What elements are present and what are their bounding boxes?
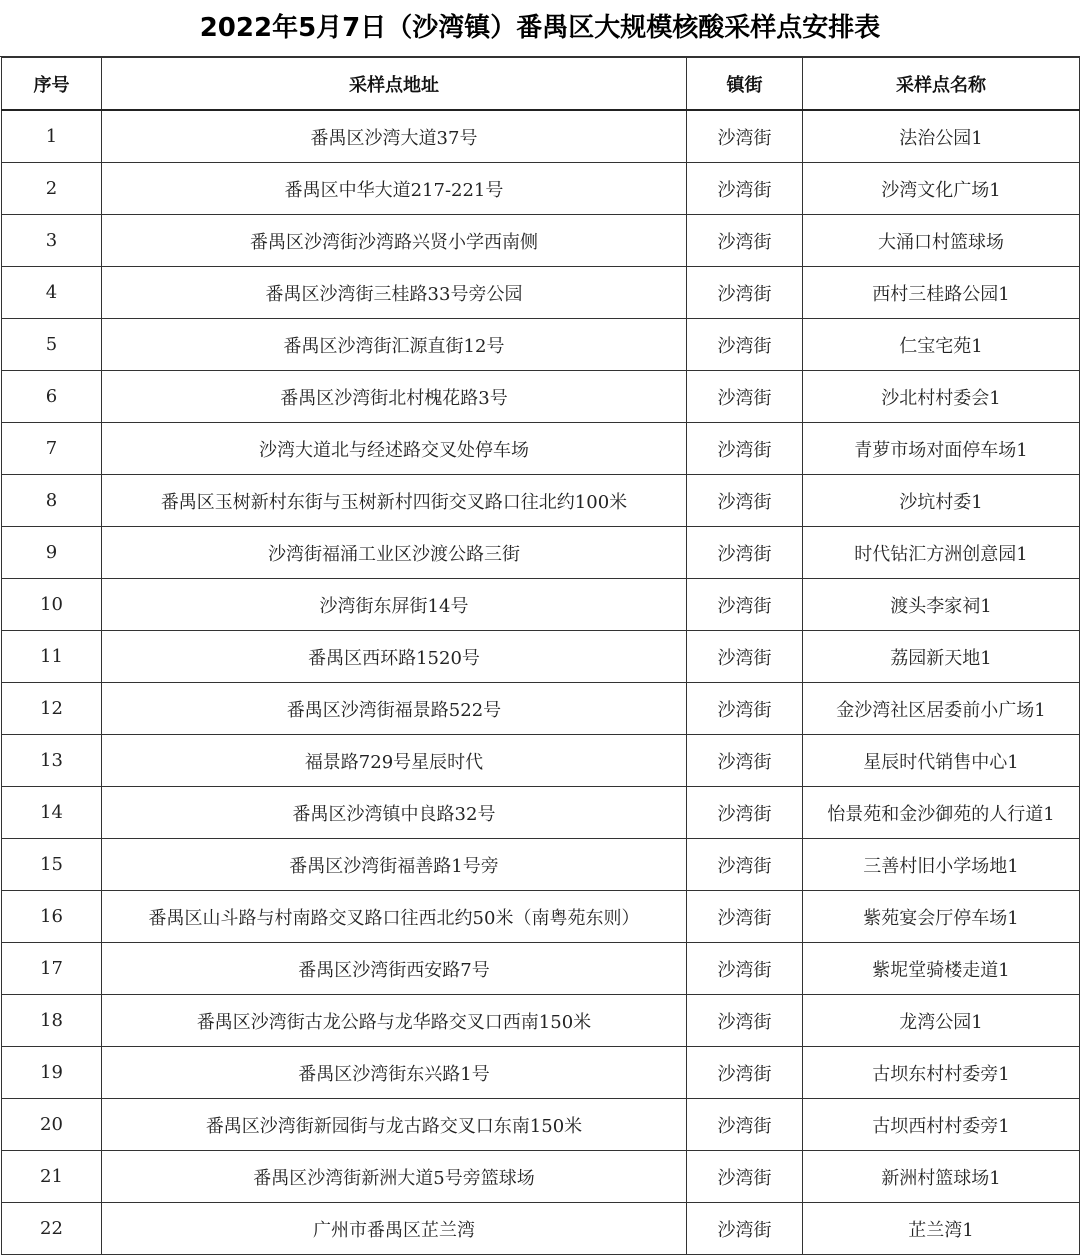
cell-address: 番禺区沙湾街西安路7号 <box>102 943 687 995</box>
cell-address: 番禺区沙湾街福景路522号 <box>102 683 687 735</box>
table-row <box>2 527 1080 579</box>
cell-site-name: 怡景苑和金沙御苑的人行道1 <box>803 787 1080 839</box>
cell-site-name: 沙北村村委会1 <box>803 371 1080 423</box>
sheet-title: 2022年5月7日（沙湾镇）番禺区大规模核酸采样点安排表 <box>0 0 1080 57</box>
cell-address: 广州市番禺区芷兰湾 <box>102 1203 687 1255</box>
cell-site-name: 时代钻汇方洲创意园1 <box>803 527 1080 579</box>
cell-street: 沙湾街 <box>687 1099 803 1151</box>
header-seq: 序号 <box>2 58 102 111</box>
table-row <box>2 683 1080 735</box>
cell-seq: 10 <box>2 579 102 631</box>
cell-street: 沙湾街 <box>687 891 803 943</box>
cell-seq: 12 <box>2 683 102 735</box>
cell-address: 番禺区沙湾街新洲大道5号旁篮球场 <box>102 1151 687 1203</box>
cell-site-name: 大涌口村篮球场 <box>803 215 1080 267</box>
header-address: 采样点地址 <box>102 58 687 111</box>
cell-address: 番禺区沙湾街东兴路1号 <box>102 1047 687 1099</box>
cell-address: 番禺区沙湾街北村槐花路3号 <box>102 371 687 423</box>
cell-seq: 17 <box>2 943 102 995</box>
cell-seq: 1 <box>2 110 102 163</box>
header-row <box>2 58 1080 111</box>
cell-seq: 22 <box>2 1203 102 1255</box>
cell-street: 沙湾街 <box>687 475 803 527</box>
cell-seq: 21 <box>2 1151 102 1203</box>
cell-seq: 6 <box>2 371 102 423</box>
cell-street: 沙湾街 <box>687 319 803 371</box>
cell-street: 沙湾街 <box>687 631 803 683</box>
cell-street: 沙湾街 <box>687 267 803 319</box>
cell-address: 番禺区山斗路与村南路交叉路口往西北约50米（南粤苑东则） <box>102 891 687 943</box>
cell-address: 番禺区沙湾大道37号 <box>102 110 687 163</box>
cell-site-name: 紫坭堂骑楼走道1 <box>803 943 1080 995</box>
cell-street: 沙湾街 <box>687 527 803 579</box>
table-row <box>2 787 1080 839</box>
cell-site-name: 沙湾文化广场1 <box>803 163 1080 215</box>
cell-site-name: 星辰时代销售中心1 <box>803 735 1080 787</box>
cell-seq: 20 <box>2 1099 102 1151</box>
cell-street: 沙湾街 <box>687 735 803 787</box>
table-row <box>2 891 1080 943</box>
cell-site-name: 三善村旧小学场地1 <box>803 839 1080 891</box>
cell-site-name: 西村三桂路公园1 <box>803 267 1080 319</box>
cell-street: 沙湾街 <box>687 1203 803 1255</box>
cell-site-name: 龙湾公园1 <box>803 995 1080 1047</box>
cell-seq: 7 <box>2 423 102 475</box>
table-row <box>2 579 1080 631</box>
cell-street: 沙湾街 <box>687 1047 803 1099</box>
cell-address: 番禺区沙湾街沙湾路兴贤小学西南侧 <box>102 215 687 267</box>
cell-site-name: 芷兰湾1 <box>803 1203 1080 1255</box>
cell-address: 番禺区西环路1520号 <box>102 631 687 683</box>
table-row <box>2 267 1080 319</box>
cell-site-name: 仁宝宅苑1 <box>803 319 1080 371</box>
cell-seq: 8 <box>2 475 102 527</box>
cell-address: 番禺区中华大道217-221号 <box>102 163 687 215</box>
cell-seq: 19 <box>2 1047 102 1099</box>
cell-site-name: 新洲村篮球场1 <box>803 1151 1080 1203</box>
cell-address: 番禺区沙湾镇中良路32号 <box>102 787 687 839</box>
cell-address: 番禺区沙湾街古龙公路与龙华路交叉口西南150米 <box>102 995 687 1047</box>
cell-street: 沙湾街 <box>687 215 803 267</box>
cell-address: 番禺区沙湾街汇源直街12号 <box>102 319 687 371</box>
cell-address: 沙湾大道北与经述路交叉处停车场 <box>102 423 687 475</box>
cell-seq: 5 <box>2 319 102 371</box>
cell-address: 番禺区沙湾街新园街与龙古路交叉口东南150米 <box>102 1099 687 1151</box>
cell-seq: 4 <box>2 267 102 319</box>
cell-seq: 9 <box>2 527 102 579</box>
cell-street: 沙湾街 <box>687 943 803 995</box>
table-row <box>2 631 1080 683</box>
cell-seq: 11 <box>2 631 102 683</box>
table-row <box>2 215 1080 267</box>
cell-street: 沙湾街 <box>687 995 803 1047</box>
table-row <box>2 475 1080 527</box>
table-row <box>2 839 1080 891</box>
table-row <box>2 110 1080 163</box>
cell-site-name: 沙坑村委1 <box>803 475 1080 527</box>
table-row <box>2 1047 1080 1099</box>
cell-site-name: 荔园新天地1 <box>803 631 1080 683</box>
cell-seq: 3 <box>2 215 102 267</box>
table-row <box>2 735 1080 787</box>
table-row <box>2 423 1080 475</box>
cell-address: 番禺区沙湾街三桂路33号旁公园 <box>102 267 687 319</box>
cell-address: 番禺区玉树新村东街与玉树新村四街交叉路口往北约100米 <box>102 475 687 527</box>
cell-street: 沙湾街 <box>687 579 803 631</box>
cell-seq: 14 <box>2 787 102 839</box>
header-street: 镇街 <box>687 58 803 111</box>
cell-site-name: 紫苑宴会厅停车场1 <box>803 891 1080 943</box>
table-row <box>2 995 1080 1047</box>
table-row <box>2 163 1080 215</box>
sampling-sites-table <box>1 57 1080 1255</box>
cell-street: 沙湾街 <box>687 423 803 475</box>
cell-seq: 18 <box>2 995 102 1047</box>
cell-street: 沙湾街 <box>687 110 803 163</box>
cell-street: 沙湾街 <box>687 163 803 215</box>
cell-address: 沙湾街东屏街14号 <box>102 579 687 631</box>
header-site-name: 采样点名称 <box>803 58 1080 111</box>
cell-address: 福景路729号星辰时代 <box>102 735 687 787</box>
cell-street: 沙湾街 <box>687 787 803 839</box>
table-row <box>2 1203 1080 1255</box>
cell-seq: 13 <box>2 735 102 787</box>
cell-site-name: 金沙湾社区居委前小广场1 <box>803 683 1080 735</box>
cell-seq: 16 <box>2 891 102 943</box>
table-row <box>2 371 1080 423</box>
cell-site-name: 古坝东村村委旁1 <box>803 1047 1080 1099</box>
cell-street: 沙湾街 <box>687 839 803 891</box>
table-row <box>2 943 1080 995</box>
cell-seq: 15 <box>2 839 102 891</box>
cell-site-name: 古坝西村村委旁1 <box>803 1099 1080 1151</box>
table-row <box>2 1099 1080 1151</box>
table-row <box>2 1151 1080 1203</box>
cell-site-name: 青萝市场对面停车场1 <box>803 423 1080 475</box>
cell-seq: 2 <box>2 163 102 215</box>
table-row <box>2 319 1080 371</box>
cell-street: 沙湾街 <box>687 371 803 423</box>
cell-site-name: 法治公园1 <box>803 110 1080 163</box>
cell-address: 番禺区沙湾街福善路1号旁 <box>102 839 687 891</box>
cell-street: 沙湾街 <box>687 683 803 735</box>
cell-street: 沙湾街 <box>687 1151 803 1203</box>
cell-site-name: 渡头李家祠1 <box>803 579 1080 631</box>
cell-address: 沙湾街福涌工业区沙渡公路三街 <box>102 527 687 579</box>
